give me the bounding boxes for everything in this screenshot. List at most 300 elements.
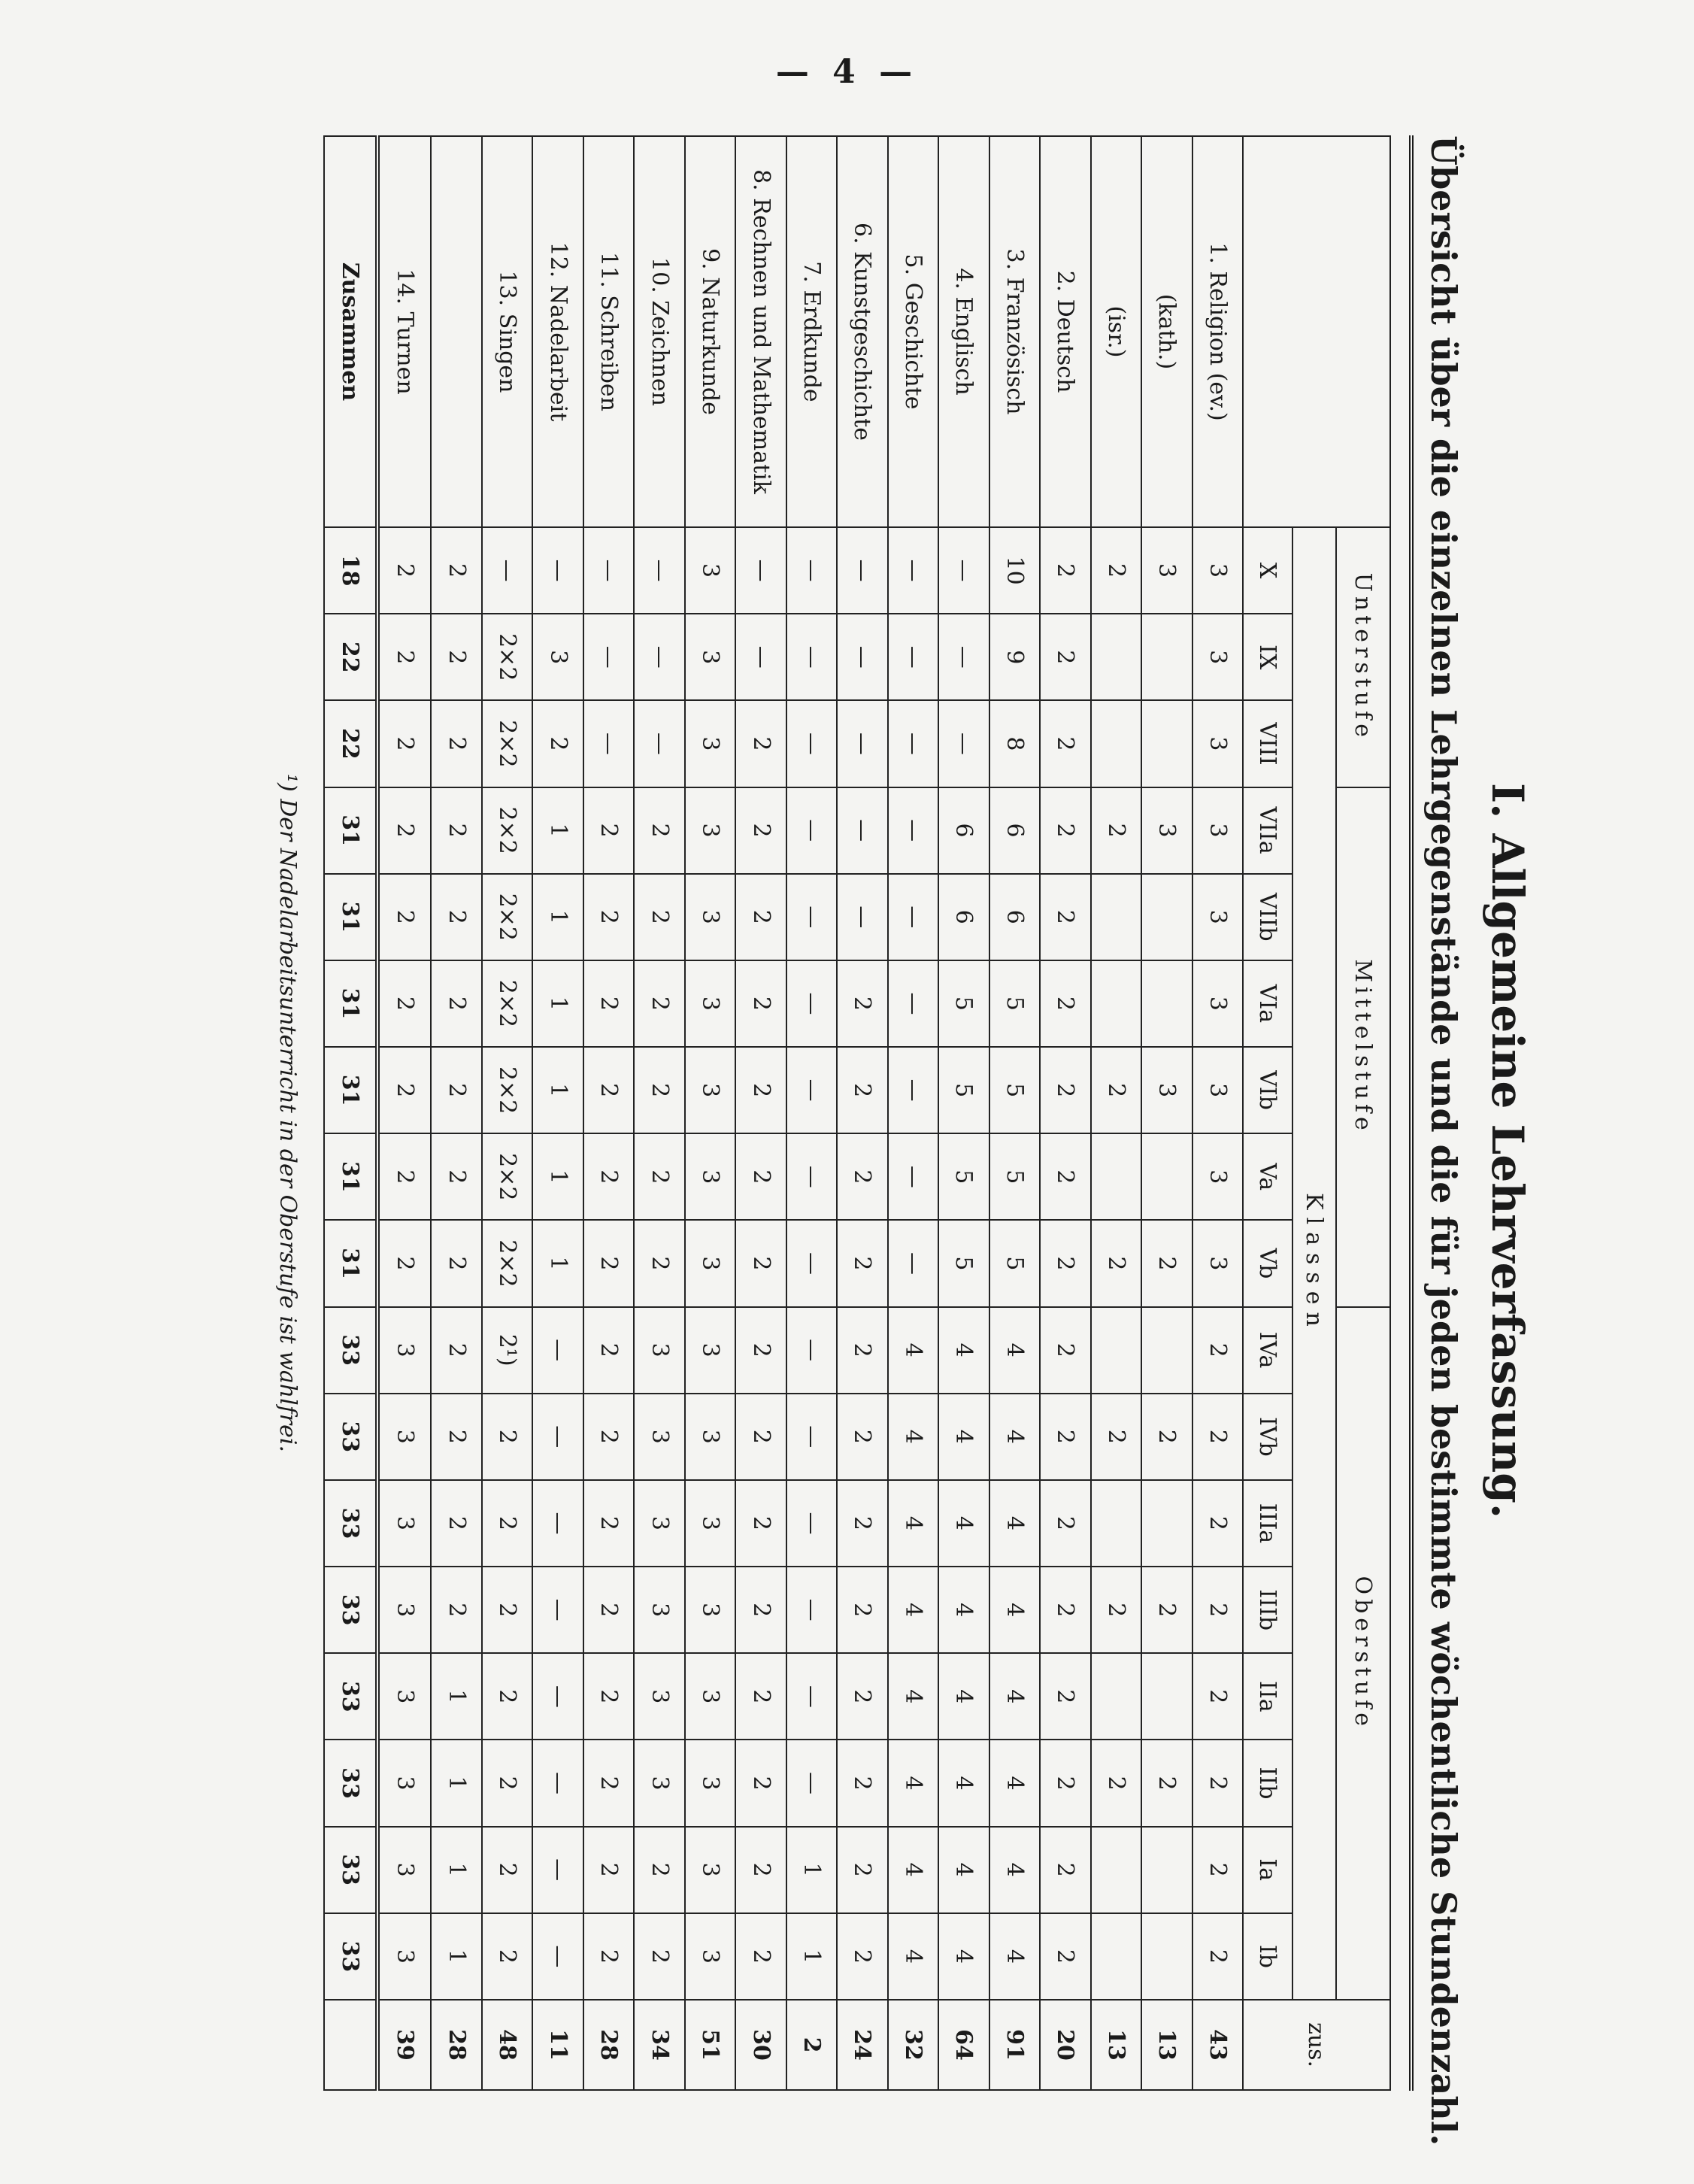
hours-cell: — [786,787,837,874]
lesson-table [323,135,1391,2091]
column-header-class: VIIb [1243,874,1292,960]
hours-cell: 2 [432,960,482,1047]
hours-cell: 2 [432,614,482,700]
total-cell: 33 [324,1480,377,1567]
hours-cell: 2×2 [482,960,532,1047]
subject-cell: 11. Schreiben [583,136,634,527]
column-header-class: IX [1243,614,1292,700]
hours-cell: 2 [583,960,634,1047]
hours-cell: — [735,614,786,700]
hours-cell: 2 [482,1913,532,2000]
hours-cell: — [837,614,887,700]
hours-cell: 2 [1040,1133,1090,1220]
hours-cell [1141,1133,1192,1220]
subject-cell: 1. Religion (ev.) [1192,136,1243,527]
row-total-cell: 39 [377,2000,431,2090]
total-cell: 31 [324,874,377,960]
hours-cell: — [888,787,938,874]
subject-cell: 2. Deutsch [1040,136,1090,527]
table-row [989,136,1040,2090]
total-cell: 33 [324,1913,377,2000]
hours-cell: — [938,614,989,700]
hours-cell: 2 [634,874,684,960]
hours-cell: 2 [1091,1047,1141,1133]
hours-cell: 2 [377,874,431,960]
total-cell: 33 [324,1827,377,1913]
hours-cell: 2 [735,1394,786,1480]
hours-cell: 2 [583,787,634,874]
table-row [1040,136,1090,2090]
hours-cell: 2 [1192,1913,1243,2000]
hours-cell: 3 [685,700,735,787]
hours-cell: — [888,874,938,960]
hours-cell: 3 [685,1307,735,1394]
table-row [583,136,634,2090]
hours-cell: — [482,527,532,614]
hours-cell: 4 [938,1740,989,1826]
column-header-class: IIIb [1243,1567,1292,1653]
hours-cell: 2 [1192,1567,1243,1653]
hours-cell: 3 [685,1220,735,1306]
hours-cell: 3 [634,1653,684,1740]
total-cell: 33 [324,1307,377,1394]
hours-cell: 2 [1040,1740,1090,1826]
hours-cell: 2 [837,1307,887,1394]
hours-cell: 3 [685,960,735,1047]
table-row [938,136,989,2090]
subject-cell: 7. Erdkunde [786,136,837,527]
hours-cell: 2 [583,1133,634,1220]
hours-cell: — [888,614,938,700]
hours-cell: — [786,1394,837,1480]
hours-cell: — [532,1913,583,2000]
total-cell: 31 [324,787,377,874]
hours-cell: 2 [837,1220,887,1306]
subject-cell: 8. Rechnen und Mathematik [735,136,786,527]
hours-cell: 2 [583,1913,634,2000]
hours-cell: 3 [685,1567,735,1653]
hours-cell: 2 [837,1827,887,1913]
hours-cell: 3 [1192,874,1243,960]
hours-cell: — [837,700,887,787]
hours-cell: — [532,1307,583,1394]
column-header-class: VIII [1243,700,1292,787]
hours-cell: 4 [989,1827,1040,1913]
hours-cell: 2 [583,1220,634,1306]
hours-cell: — [786,1653,837,1740]
hours-cell: 4 [938,1827,989,1913]
hours-cell: 2 [432,1394,482,1480]
hours-cell: 2 [1040,700,1090,787]
page-subtitle: Übersicht über die einzelnen Lehrgegenstände und die für jeden bestimmte wöchentliche Stundenzahl. [1423,135,1464,2146]
hours-cell: — [786,614,837,700]
hours-cell: 4 [888,1913,938,2000]
hours-cell: 3 [377,1394,431,1480]
hours-cell: 2 [377,960,431,1047]
row-total-cell: 20 [1040,2000,1090,2090]
hours-cell: 2 [532,700,583,787]
table-row [888,136,938,2090]
hours-cell: 4 [888,1567,938,1653]
hours-cell: 3 [685,527,735,614]
hours-cell: 1 [532,960,583,1047]
hours-cell: 4 [938,1913,989,2000]
hours-cell: 3 [377,1740,431,1826]
hours-cell: — [786,874,837,960]
column-header-class: Vb [1243,1220,1292,1306]
hours-cell: — [837,787,887,874]
column-header-class: IVb [1243,1394,1292,1480]
subject-cell: 5. Geschichte [888,136,938,527]
hours-cell: 3 [1192,700,1243,787]
total-cell: 31 [324,1133,377,1220]
subject-cell: 10. Zeichnen [634,136,684,527]
hours-cell: 3 [685,1047,735,1133]
hours-cell: 2 [432,1047,482,1133]
hours-cell: 2 [583,1740,634,1826]
hours-cell: 2 [837,1047,887,1133]
page-title: I. Allgemeine Lehrverfassung. [1482,782,1533,1519]
hours-cell: 2 [735,1913,786,2000]
hours-cell: 1 [532,1047,583,1133]
hours-cell: — [837,874,887,960]
table-row [685,136,735,2090]
hours-cell: 3 [685,1740,735,1826]
row-total-cell: 28 [583,2000,634,2090]
hours-cell: 2 [1192,1307,1243,1394]
hours-cell: 2 [432,1133,482,1220]
row-total-cell: 43 [1192,2000,1243,2090]
rotated-page-content [211,135,1534,2166]
hours-cell [1091,700,1141,787]
hours-cell: 2 [1040,874,1090,960]
hours-cell [1141,1827,1192,1913]
hours-cell: 2 [1192,1740,1243,1826]
total-cell: 31 [324,1047,377,1133]
hours-cell: 4 [938,1480,989,1567]
column-header-class: IIb [1243,1740,1292,1826]
hours-cell: 1 [432,1913,482,2000]
hours-cell: 2 [1091,1394,1141,1480]
hours-cell: 3 [532,614,583,700]
hours-cell: 2 [837,1394,887,1480]
hours-cell: 2 [377,1220,431,1306]
hours-cell: 3 [685,1827,735,1913]
hours-cell: 3 [685,1133,735,1220]
hours-cell: 3 [377,1827,431,1913]
hours-cell: 4 [989,1480,1040,1567]
hours-cell [1091,1480,1141,1567]
hours-cell: — [583,700,634,787]
hours-cell: 3 [1192,1133,1243,1220]
hours-cell: 1 [432,1653,482,1740]
table-row [532,136,583,2090]
hours-cell: — [786,700,837,787]
hours-cell: 2 [735,960,786,1047]
hours-cell: — [888,1047,938,1133]
total-cell: 33 [324,1394,377,1480]
hours-cell: 2 [1040,1220,1090,1306]
hours-cell: 3 [685,614,735,700]
hours-cell: — [786,1220,837,1306]
hours-cell [1091,874,1141,960]
hours-cell: 3 [1141,527,1192,614]
hours-cell: — [532,1394,583,1480]
hours-cell: 2 [1040,1653,1090,1740]
total-cell: 22 [324,614,377,700]
hours-cell: 1 [786,1913,837,2000]
hours-cell: 2 [837,960,887,1047]
hours-cell: — [786,1307,837,1394]
hours-cell: 2 [634,787,684,874]
hours-cell: 2 [1141,1567,1192,1653]
hours-cell: 2 [482,1394,532,1480]
hours-cell [1091,1913,1141,2000]
hours-cell: 5 [989,960,1040,1047]
hours-cell: 2 [1192,1480,1243,1567]
hours-cell: 1 [532,1133,583,1220]
column-header-total: zus. [1243,2000,1390,2090]
hours-cell: — [532,1567,583,1653]
hours-cell: 2 [735,1653,786,1740]
hours-cell: 4 [989,1740,1040,1826]
hours-cell: 4 [938,1653,989,1740]
hours-cell: 5 [938,1133,989,1220]
hours-cell: 2 [583,1827,634,1913]
hours-cell: 2 [735,787,786,874]
hours-cell: 4 [888,1394,938,1480]
hours-cell: 2 [1040,1567,1090,1653]
hours-cell: 1 [532,874,583,960]
hours-cell: 3 [1192,787,1243,874]
column-header-class: Va [1243,1133,1292,1220]
hours-cell: 2 [377,1133,431,1220]
footnote: ¹) Der Nadelarbeitsunterricht in der Oberstufe ist wahlfrei. [274,773,301,1453]
hours-cell: 2×2 [482,874,532,960]
row-total-cell: 51 [685,2000,735,2090]
column-header-class: VIa [1243,960,1292,1047]
subject-cell [432,136,482,527]
hours-cell: 2 [837,1133,887,1220]
hours-cell: 2 [735,700,786,787]
hours-cell: 2 [837,1480,887,1567]
hours-cell: 2 [482,1740,532,1826]
hours-cell: 6 [989,874,1040,960]
hours-cell: 4 [989,1307,1040,1394]
hours-cell: 3 [685,1913,735,2000]
hours-cell: 6 [989,787,1040,874]
hours-cell: 4 [888,1307,938,1394]
hours-cell: 1 [532,1220,583,1306]
hours-cell: — [532,1653,583,1740]
hours-cell [1091,1307,1141,1394]
hours-cell: 4 [888,1653,938,1740]
hours-cell: 3 [634,1307,684,1394]
hours-cell: — [583,614,634,700]
subject-cell: 3. Französisch [989,136,1040,527]
row-total-cell: 34 [634,2000,684,2090]
row-total-cell: 11 [532,2000,583,2090]
hours-cell: 3 [377,1653,431,1740]
total-cell [324,2000,377,2090]
row-total-cell: 2 [786,2000,837,2090]
hours-cell: 2 [634,1827,684,1913]
hours-cell: 2 [735,1827,786,1913]
hours-cell: 2 [1040,960,1090,1047]
hours-cell: 3 [634,1394,684,1480]
hours-cell: 2 [482,1827,532,1913]
column-header-class: VIb [1243,1047,1292,1133]
hours-cell: 3 [377,1307,431,1394]
hours-cell: 3 [685,787,735,874]
hours-cell: 5 [938,960,989,1047]
table-row [377,136,431,2090]
hours-cell: 2 [735,874,786,960]
hours-cell: 2 [1091,1740,1141,1826]
hours-cell: 3 [1141,787,1192,874]
hours-cell: 2 [583,1307,634,1394]
hours-cell: — [888,960,938,1047]
hours-cell: 2 [583,1480,634,1567]
hours-cell: 2 [837,1567,887,1653]
hours-cell: 3 [1192,527,1243,614]
hours-cell: 2 [1141,1220,1192,1306]
hours-cell: 2×2 [482,1047,532,1133]
subject-cell: (isr.) [1091,136,1141,527]
hours-cell: 2 [377,614,431,700]
hours-cell: — [938,700,989,787]
table-row [432,136,482,2090]
group-header-oberstufe: Oberstufe [1336,1307,1390,2000]
hours-cell [1091,1133,1141,1220]
hours-cell: 2 [1040,614,1090,700]
hours-cell: — [532,1827,583,1913]
hours-cell: — [786,1480,837,1567]
column-header-class: X [1243,527,1292,614]
hours-cell: 2 [1141,1740,1192,1826]
row-total-cell: 30 [735,2000,786,2090]
hours-cell: 2 [634,1133,684,1220]
subject-header-cell [1243,136,1390,527]
hours-cell: 2 [634,1047,684,1133]
hours-cell: — [786,1133,837,1220]
hours-cell: 2 [432,1567,482,1653]
row-total-cell: 48 [482,2000,532,2090]
hours-cell: 4 [989,1394,1040,1480]
hours-cell: 5 [989,1220,1040,1306]
hours-cell: 2 [634,1220,684,1306]
hours-cell [1091,1827,1141,1913]
hours-cell: 3 [1192,614,1243,700]
hours-cell: 2 [1040,1827,1090,1913]
hours-cell: 2×2 [482,1133,532,1220]
hours-cell: 8 [989,700,1040,787]
hours-cell: 3 [1192,1220,1243,1306]
hours-cell: 1 [432,1827,482,1913]
hours-cell: 2 [735,1740,786,1826]
total-cell: 33 [324,1567,377,1653]
subject-cell: 12. Nadelarbeit [532,136,583,527]
group-header-mittelstufe: Mittelstufe [1336,787,1390,1307]
hours-cell: 4 [938,1394,989,1480]
hours-cell: 5 [989,1047,1040,1133]
table-row [1091,136,1141,2090]
row-total-cell: 32 [888,2000,938,2090]
hours-cell: 3 [685,1480,735,1567]
table-row [786,136,837,2090]
hours-cell: 2 [735,1220,786,1306]
hours-cell: 1 [432,1740,482,1826]
hours-cell: — [532,527,583,614]
row-total-cell: 28 [432,2000,482,2090]
hours-cell: 2 [735,1307,786,1394]
table-row [1141,136,1192,2090]
hours-cell: 2×2 [482,700,532,787]
hours-cell: 2 [1091,1567,1141,1653]
hours-cell: 3 [634,1480,684,1567]
table-row [735,136,786,2090]
subject-cell: 6. Kunstgeschichte [837,136,887,527]
hours-cell: 3 [377,1913,431,2000]
hours-cell: 2 [1040,1913,1090,2000]
hours-cell: 2×2 [482,787,532,874]
hours-cell [1141,1653,1192,1740]
total-cell: 22 [324,700,377,787]
hours-cell: 3 [377,1567,431,1653]
hours-cell: — [888,1220,938,1306]
hours-cell: — [735,527,786,614]
total-cell: 33 [324,1653,377,1740]
total-cell: 31 [324,960,377,1047]
subject-cell: 13. Singen [482,136,532,527]
hours-cell: — [786,960,837,1047]
group-header-unterstufe: Unterstufe [1336,527,1390,787]
hours-cell: 2 [583,874,634,960]
hours-cell: — [888,1133,938,1220]
table-body [324,136,1243,2090]
hours-cell: 4 [938,1567,989,1653]
klassen-header: Klassen [1292,527,1336,2000]
row-total-cell: 13 [1141,2000,1192,2090]
hours-cell: 2 [583,1567,634,1653]
row-total-cell: 91 [989,2000,1040,2090]
hours-cell [1141,1913,1192,2000]
hours-cell: 6 [938,874,989,960]
hours-cell: — [786,1047,837,1133]
hours-cell: 2 [1040,1394,1090,1480]
column-header-class: Ib [1243,1913,1292,2000]
hours-cell: 1 [532,787,583,874]
hours-cell: — [532,1480,583,1567]
hours-cell: 2 [432,1480,482,1567]
hours-cell: 2 [377,700,431,787]
row-total-cell: 64 [938,2000,989,2090]
hours-cell: — [938,527,989,614]
hours-cell: 2 [432,700,482,787]
table-row [1192,136,1243,2090]
hours-cell: 2 [432,787,482,874]
subject-cell: 9. Naturkunde [685,136,735,527]
hours-cell: 2 [432,874,482,960]
hours-cell: 2¹) [482,1307,532,1394]
hours-cell [1141,1480,1192,1567]
subject-cell: (kath.) [1141,136,1192,527]
hours-cell: 10 [989,527,1040,614]
hours-cell: 2 [1091,1220,1141,1306]
hours-cell: 4 [989,1653,1040,1740]
hours-cell [1141,960,1192,1047]
hours-cell: 2 [634,1913,684,2000]
